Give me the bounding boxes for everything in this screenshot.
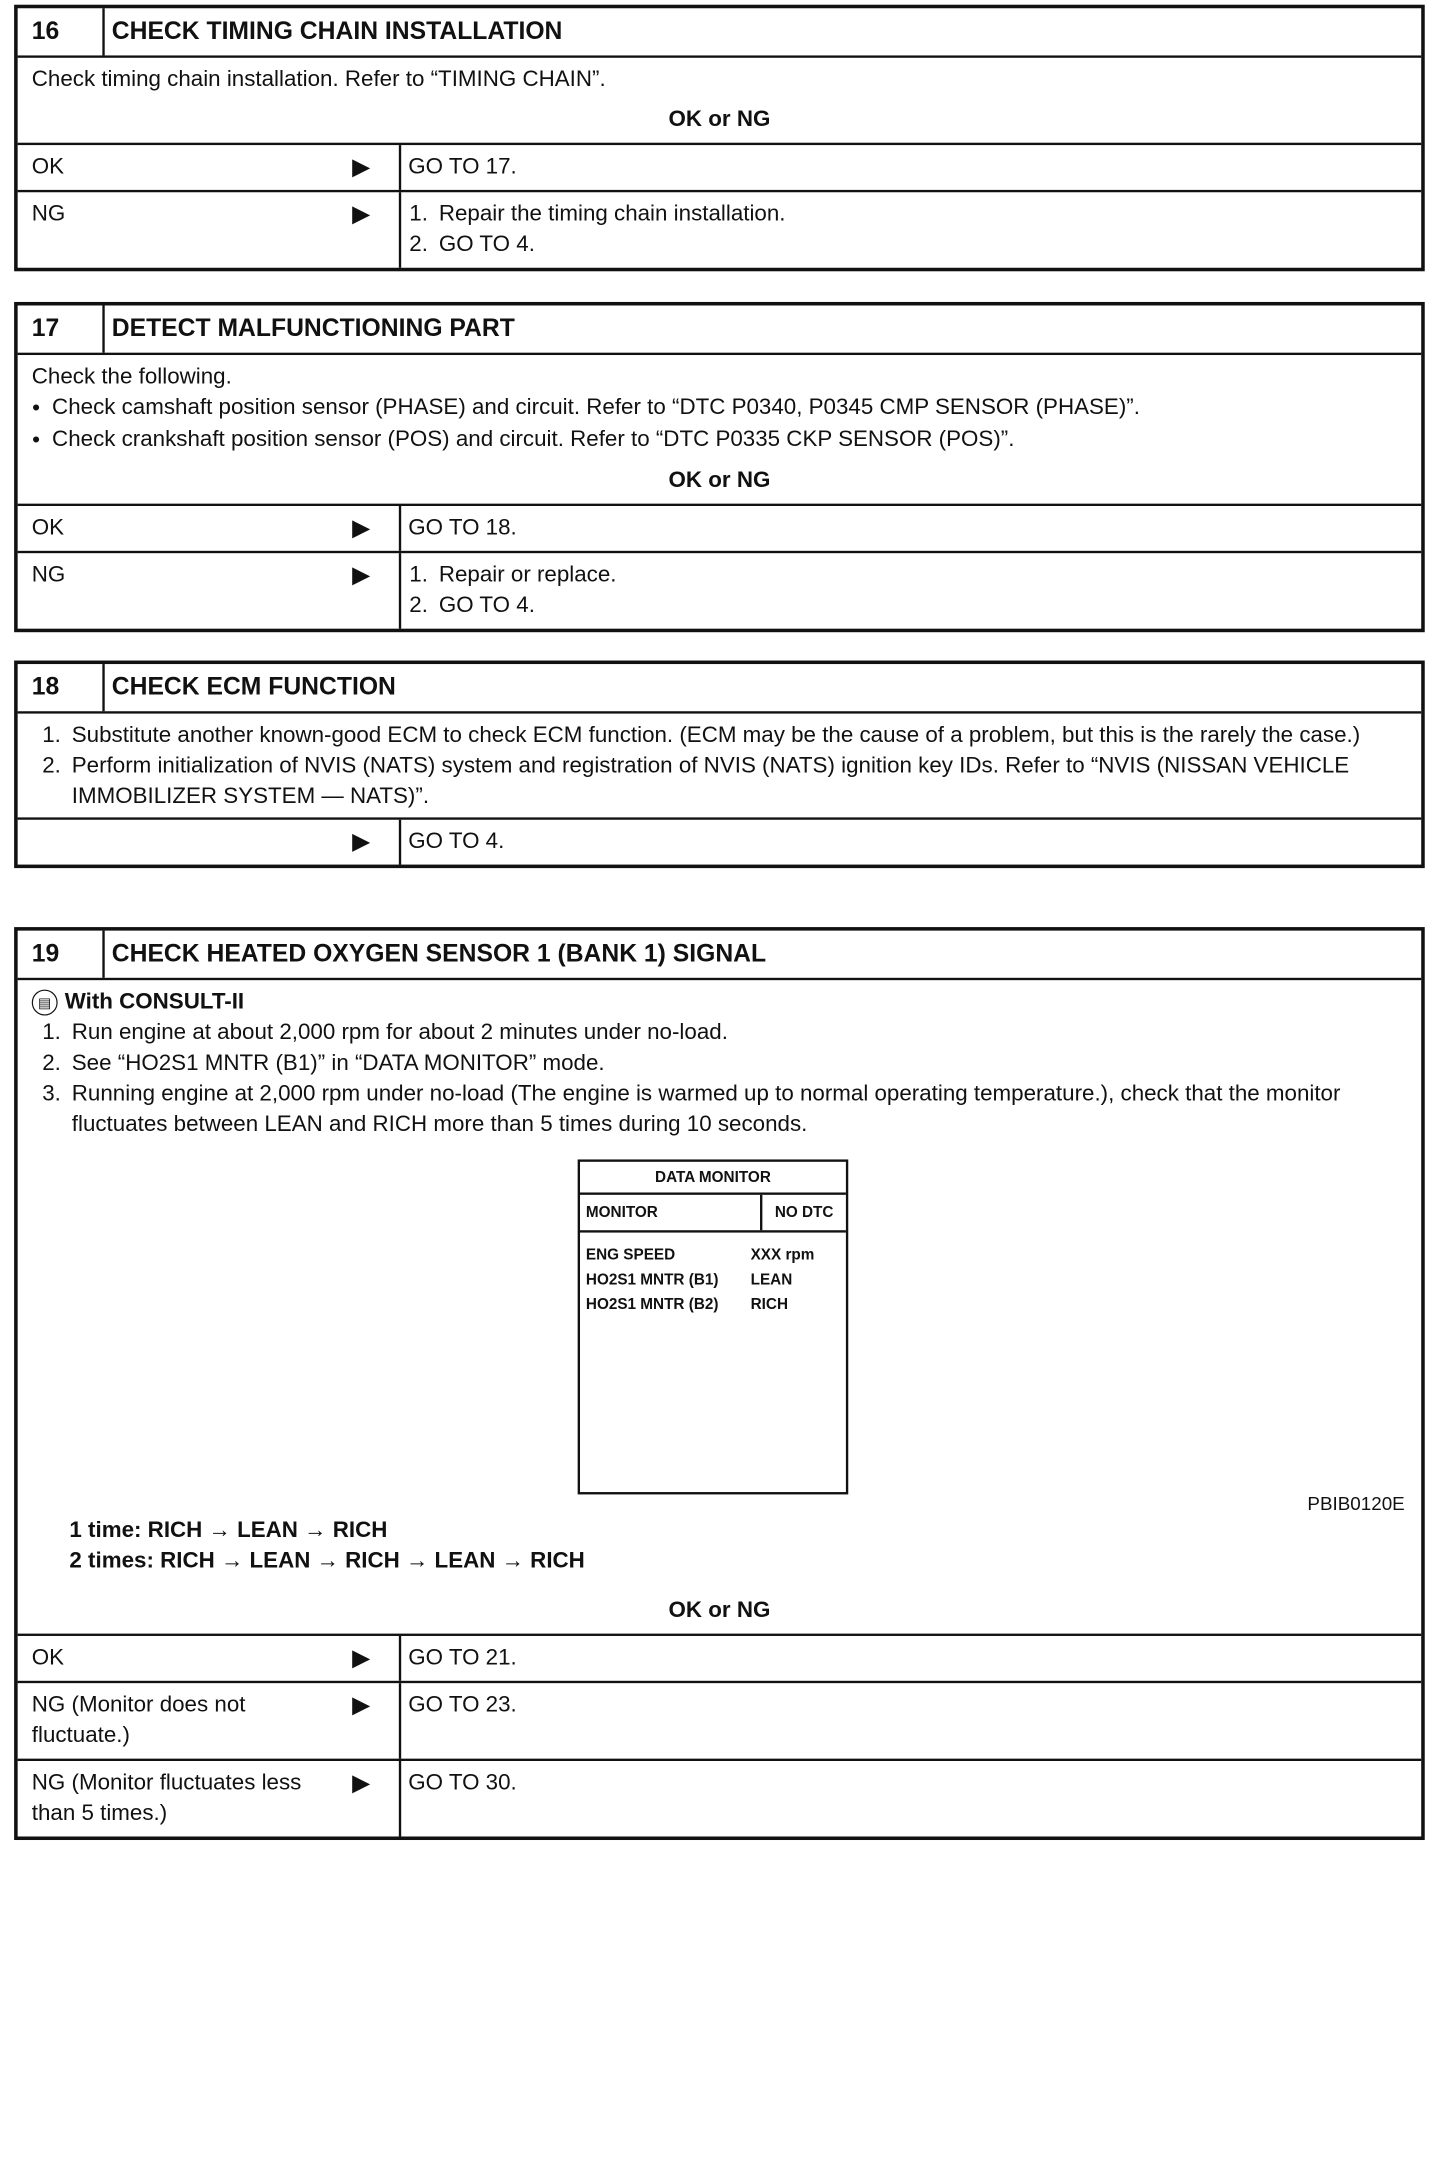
step-title: CHECK ECM FUNCTION: [111, 673, 396, 701]
arrow-icon: ▶: [352, 515, 371, 542]
arrow-icon: ▶: [352, 562, 371, 589]
monitor-item-name: HO2S1 MNTR (B1): [585, 1270, 719, 1289]
bullet-item: ● Check camshaft position sensor (PHASE) and circuit. Refer to “DTC P0340, P0345 CMP SENSOR (PHASE)”.: [32, 393, 1407, 425]
step-header: [18, 8, 1422, 58]
ng-result-item: 1. Repair the timing chain installation.: [434, 199, 1414, 230]
ng-result: [399, 192, 1421, 267]
ok-row: [18, 143, 1422, 190]
arrow-icon: ▶: [352, 154, 371, 181]
ng-result: GO TO 23.: [399, 1683, 1421, 1758]
ok-or-ng-label: OK or NG: [668, 468, 771, 494]
ng-result-item: 2. GO TO 4.: [434, 230, 1414, 261]
ng-result: GO TO 30.: [399, 1761, 1421, 1836]
instruction-item: 2. See “HO2S1 MNTR (B1)” in “DATA MONITOR” mode.: [67, 1049, 1407, 1080]
monitor-header-row: [580, 1195, 846, 1233]
step-17: [14, 302, 1425, 632]
ok-row: [18, 1634, 1422, 1681]
consult-label: With CONSULT-II: [64, 989, 245, 1015]
instruction-item: 1. Substitute another known-good ECM to check ECM function. (ECM may be the cause of a problem, but this is the rarely the case.): [67, 721, 1407, 752]
step-header: [18, 931, 1422, 981]
ng-row: [18, 1681, 1422, 1759]
monitor-item-value: RICH: [750, 1295, 788, 1313]
ng-result: [399, 553, 1421, 628]
arrow-icon: ▶: [352, 201, 371, 228]
instruction-text: Check the following.: [31, 364, 232, 390]
instruction-text: Check timing chain installation. Refer to “TIMING CHAIN”.: [31, 67, 606, 93]
sequence-line: 1 time: RICH → LEAN → RICH: [69, 1518, 388, 1543]
monitor-col-label: MONITOR: [580, 1195, 762, 1230]
step-title: CHECK TIMING CHAIN INSTALLATION: [111, 17, 563, 45]
sequence-line: 2 times: RICH → LEAN → RICH → LEAN → RICH: [69, 1548, 585, 1574]
arrow-icon: ▶: [352, 1770, 371, 1797]
step-instructions: [18, 980, 1422, 1591]
instruction-item: 3. Running engine at 2,000 rpm under no-load (The engine is warmed up to normal operating temperature.), check that the monitor fluctuates between LEAN and RICH more than 5 times during 10 seconds.: [67, 1079, 1407, 1140]
ok-result: GO TO 18.: [399, 506, 1421, 551]
result-label: [18, 820, 324, 865]
result-row: [18, 817, 1422, 864]
arrow-icon: ▶: [352, 1645, 371, 1672]
step-header: [18, 664, 1422, 714]
ng-label: NG: [31, 201, 66, 227]
ok-label: OK: [31, 154, 65, 180]
monitor-title: DATA MONITOR: [580, 1162, 846, 1195]
step-number: 16: [18, 8, 105, 55]
bullet-item: ● Check crankshaft position sensor (POS) and circuit. Refer to “DTC P0335 CKP SENSOR (POS)”.: [32, 425, 1407, 457]
result-text: GO TO 4.: [399, 820, 1421, 865]
step-instructions: [18, 714, 1422, 818]
step-number: 19: [18, 931, 105, 978]
step-instructions: [18, 58, 1422, 100]
step-16: [14, 5, 1425, 272]
ok-or-ng-label: OK or NG: [668, 107, 771, 133]
step-number: 18: [18, 664, 105, 711]
ng-label: NG (Monitor does not fluctuate.): [31, 1692, 246, 1749]
ng-row: [18, 551, 1422, 629]
instruction-item: 2. Perform initialization of NVIS (NATS) system and registration of NVIS (NATS) ignition key IDs. Refer to “NVIS (NISSAN VEHICLE IMMOBILIZER SYSTEM — NATS)”.: [67, 751, 1407, 812]
step-number: 17: [18, 305, 105, 352]
consult-heading: [32, 987, 1407, 1018]
data-monitor-figure: [578, 1159, 849, 1494]
monitor-status: NO DTC: [774, 1203, 834, 1221]
monitor-list: [580, 1233, 846, 1317]
ok-result: GO TO 21.: [399, 1636, 1421, 1681]
ok-label: OK: [31, 1645, 65, 1671]
step-title: CHECK HEATED OXYGEN SENSOR 1 (BANK 1) SIGNAL: [111, 940, 767, 968]
monitor-item-value: XXX rpm: [750, 1245, 815, 1264]
ng-row: [18, 1759, 1422, 1837]
arrow-icon: ▶: [352, 1692, 371, 1719]
ok-row: [18, 504, 1422, 551]
consult-ii-icon: ▤: [32, 990, 58, 1016]
ng-result-item: 1. Repair or replace.: [434, 560, 1414, 591]
monitor-item: [586, 1267, 846, 1292]
step-18: [14, 661, 1425, 869]
monitor-item-name: ENG SPEED: [585, 1245, 676, 1264]
ok-or-ng-label: OK or NG: [668, 1598, 771, 1623]
step-instructions: [18, 355, 1422, 461]
ng-label: NG (Monitor fluctuates less than 5 times.): [31, 1770, 302, 1826]
ng-result-item: 2. GO TO 4.: [434, 591, 1414, 622]
figure-code: PBIB0120E: [1307, 1494, 1405, 1515]
monitor-item-name: HO2S1 MNTR (B2): [585, 1295, 719, 1313]
ok-label: OK: [31, 515, 65, 541]
step-header: [18, 305, 1422, 355]
instruction-item: 1. Run engine at about 2,000 rpm for about 2 minutes under no-load.: [67, 1018, 1407, 1049]
ng-row: [18, 190, 1422, 268]
ng-label: NG: [31, 562, 66, 588]
ok-result: GO TO 17.: [399, 145, 1421, 190]
monitor-item: [586, 1242, 846, 1267]
step-19: [14, 927, 1425, 1840]
monitor-item-value: LEAN: [750, 1270, 793, 1289]
step-title: DETECT MALFUNCTIONING PART: [111, 314, 515, 343]
arrow-icon: ▶: [352, 829, 371, 856]
monitor-item: [586, 1292, 846, 1317]
